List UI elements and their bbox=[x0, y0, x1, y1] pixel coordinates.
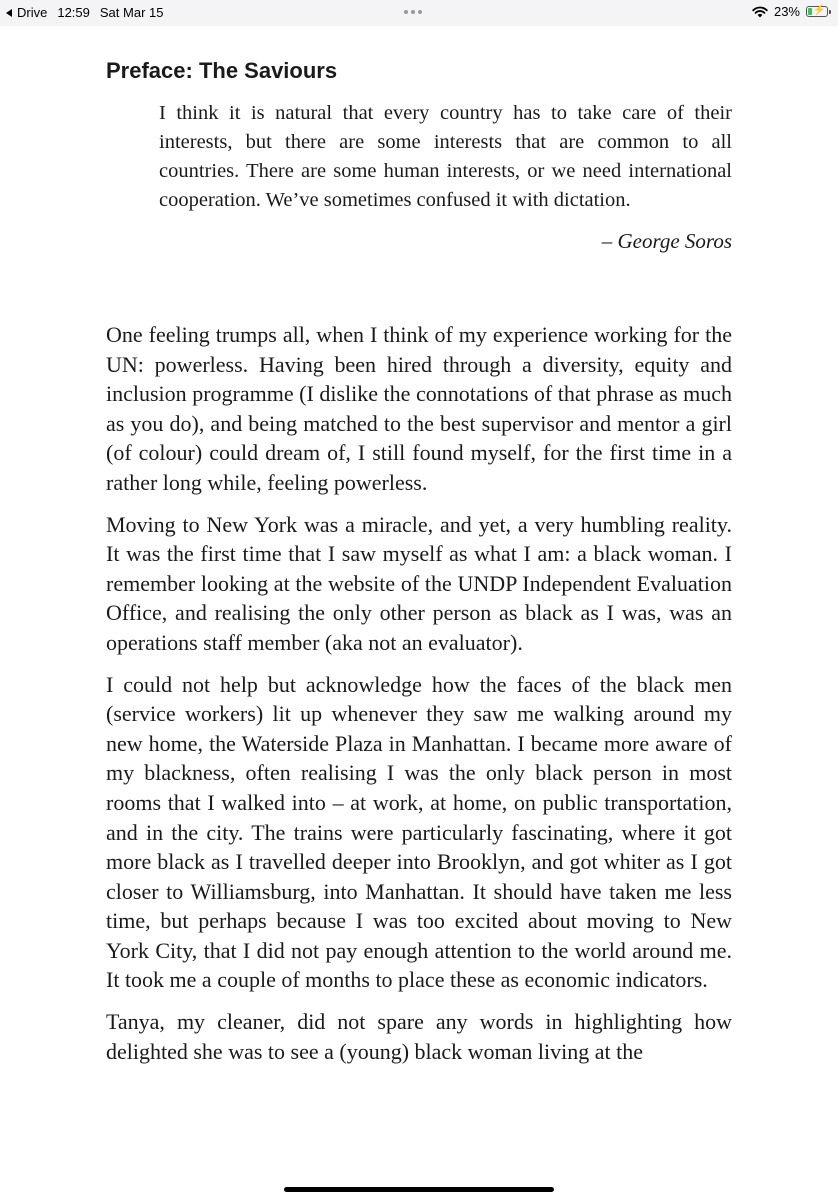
epigraph-quote: I think it is natural that every country has to take care of their interests, but there are some interests that are common to all countries. There are some human interests, or we need international cooperation. We’ve sometimes confused it with dictation. bbox=[159, 102, 732, 211]
body-text bbox=[106, 320, 732, 1066]
paragraph: Moving to New York was a miracle, and yet, a very humbling reality. It was the first time that I saw myself as what I am: a black woman. I remember looking at the website of the UNDP Independent Evaluation Office, and realising the only other person as black as I was, was an operations staff member (aka not an evaluator). bbox=[106, 511, 732, 655]
status-indicators bbox=[752, 4, 828, 19]
document-page bbox=[106, 52, 732, 1078]
epigraph-attribution: – George Soros bbox=[601, 229, 732, 253]
battery-percent: 23% bbox=[773, 4, 800, 19]
back-to-app[interactable] bbox=[6, 5, 163, 20]
wifi-icon bbox=[752, 6, 768, 18]
chapter-title: Preface: The Saviours bbox=[106, 58, 338, 83]
status-bar bbox=[0, 0, 838, 26]
dot bbox=[411, 10, 415, 14]
charging-bolt-icon: ⚡ bbox=[813, 5, 826, 16]
dot bbox=[418, 10, 422, 14]
paragraph: One feeling trumps all, when I think of my experience working for the UN: powerless. Having been hired through a diversity, equity and inclusion programme (I dislike the connotations of that phrase as much as you do), and being matched to the best supervisor and mentor a girl (of colour) could dream of, I still found myself, for the first time in a rather long while, feeling powerless. bbox=[106, 322, 732, 495]
battery-icon bbox=[806, 6, 828, 17]
status-date: Sat Mar 15 bbox=[99, 5, 164, 20]
back-arrow-icon[interactable] bbox=[6, 9, 12, 17]
status-time: 12:59 bbox=[57, 5, 90, 20]
paragraph: Tanya, my cleaner, did not spare any words in highlighting how delighted she was to see a (young) black woman living at the bbox=[106, 1009, 732, 1064]
paragraph: I could not help but acknowledge how the faces of the black men (service workers) lit up whenever they saw me walking around my new home, the Waterside Plaza in Manhattan. I became more aware of my blackness, often realising I was the only black person in most rooms that I walked into – at work, at home, on public transportation, and in the city. The trains were particularly fascinating, where it got more black as I travelled deeper into Brooklyn, and got whiter as I got closer to Williamsburg, into Manhattan. It should have taken me less time, but perhaps because I was too excited about moving to New York City, that I did not pay enough attention to the world around me. It took me a couple of months to place these as economic indicators. bbox=[106, 671, 732, 993]
home-indicator[interactable] bbox=[284, 1187, 554, 1192]
epigraph bbox=[159, 99, 732, 256]
dot bbox=[404, 10, 408, 14]
multitasking-dots-icon[interactable] bbox=[404, 10, 422, 14]
back-app-label[interactable]: Drive bbox=[17, 5, 48, 20]
battery-tip bbox=[829, 10, 831, 14]
battery-level-fill bbox=[808, 8, 812, 15]
